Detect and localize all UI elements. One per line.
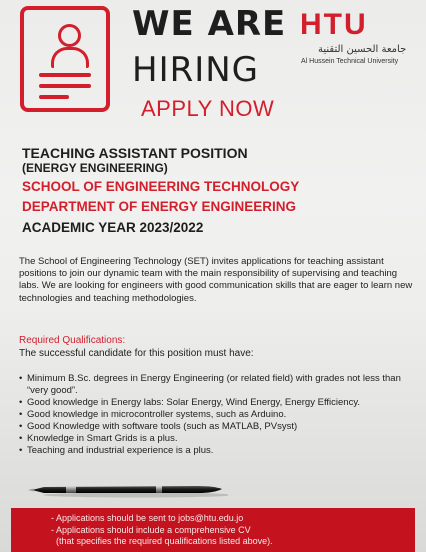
list-item: - Applications should be sent to jobs@htu.edu.jo (51, 513, 244, 523)
intro-paragraph: The School of Engineering Technology (SET) invites applications for teaching assistant positions to join our dynamic team with the main responsibility of supervising and teaching labs. We are looking for engineers with good communication skills that are eager to learn new technologies and teaching methodologies. (19, 256, 413, 304)
requirements-intro: The successful candidate for this position must have: (19, 348, 254, 359)
qualifications-list (19, 373, 419, 457)
list-item: • Good knowledge in Energy labs: Solar Energy, Wind Energy, Energy Efficiency. (19, 397, 419, 409)
list-item: • Knowledge in Smart Grids is a plus. (19, 433, 419, 445)
text-line-shape (39, 84, 91, 88)
apply-now-cta: APPLY NOW (141, 96, 275, 121)
footer-banner (11, 508, 415, 552)
person-body-shape (51, 47, 89, 68)
application-instructions (51, 513, 273, 548)
list-item: • Good knowledge in microcontroller systems, such as Arduino. (19, 409, 419, 421)
text-line-shape (39, 73, 91, 77)
headline-we-are: WE ARE (132, 4, 287, 44)
person-head-shape (58, 24, 81, 47)
list-item: • Teaching and industrial experience is a plus. (19, 445, 419, 457)
list-item: (that specifies the required qualifications listed above). (51, 536, 273, 546)
position-subtitle: (ENERGY ENGINEERING) (22, 161, 168, 175)
requirements-heading: Required Qualifications: (19, 335, 126, 346)
list-item: - Applications should include a comprehensive CV (51, 524, 251, 535)
school-name: SCHOOL OF ENGINEERING TECHNOLOGY (22, 179, 300, 194)
department-name: DEPARTMENT OF ENERGY ENGINEERING (22, 199, 297, 214)
position-title: TEACHING ASSISTANT POSITION (22, 145, 248, 161)
list-item: • Good Knowledge with software tools (such as MATLAB, PVsyst) (19, 421, 419, 433)
text-line-shape (39, 95, 69, 99)
htu-logo-arabic-name: جامعة الحسين التقنية (318, 44, 407, 55)
hiring-person-icon (20, 6, 110, 112)
academic-year: ACADEMIC YEAR 2023/2022 (22, 220, 204, 235)
pen-icon (28, 482, 228, 498)
headline-hiring: HIRING (132, 50, 260, 90)
htu-logo: HTU (300, 8, 368, 41)
list-item: • Minimum B.Sc. degrees in Energy Engineering (or related field) with grades not less than “very good”. (19, 373, 419, 397)
htu-logo-english-name: Al Hussein Technical University (301, 58, 399, 65)
